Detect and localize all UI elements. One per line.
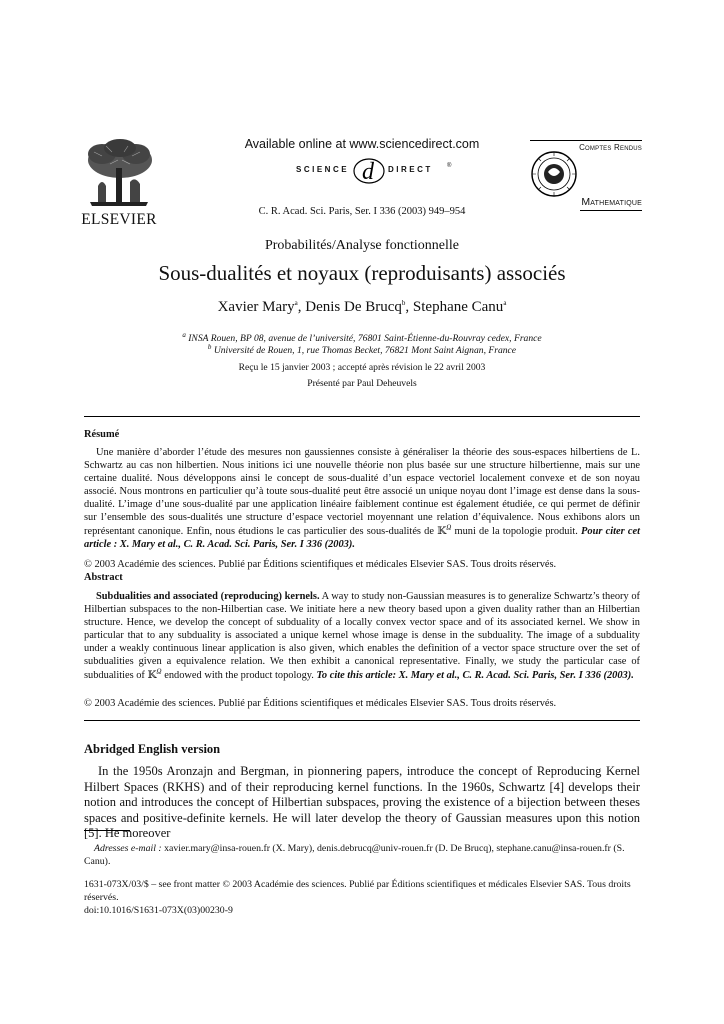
presented-by: Présenté par Paul Deheuvels xyxy=(307,378,417,389)
abstract-body: Subdualities and associated (reproducing) kernels. A way to study non-Gaussian measures is to generalize Schwartz’s theory of Hilbertian subspaces to the non-Hilbertian case. We initiate here a new theory based upon a given duality rather than an Hilbertian structure. Hence, we develop the concept of subduality of a locally convex vector space and of its associated kernel. We show in particular that to any subduality is associated a unique kernel whose image is dense in the subduality. The image of a subduality under a weakly continuous linear application is also given, which enables the definition of a vector space structure over the set of subdualities given a equivalence relation. We then exhibit a canonical representative. Finally, we study the particular case of subdualities of 𝕂$^\Omega$ endowed with the product topology. To cite this article: X. Mary et al., C. R. Acad. Sci. Paris, Ser. I 336 (2003). xyxy=(84,591,641,681)
academy-seal-icon xyxy=(530,150,578,198)
sd-logo-left: SCIENCE xyxy=(296,165,350,174)
received-date: Reçu le 15 janvier 2003 ; accepté après révision le 22 avril 2003 xyxy=(238,362,486,373)
email-footnote: Adresses e-mail : xavier.mary@insa-rouen.fr (X. Mary), denis.debrucq@univ-rouen.fr (D. De Brucq), stephane.canu@insa-rouen.fr (S. Canu). xyxy=(84,843,625,867)
resume-heading: Résumé xyxy=(84,429,120,440)
author-name: Xavier Mary xyxy=(217,299,295,315)
svg-text:d: d xyxy=(362,159,374,185)
author-affiliation-mark: a xyxy=(503,299,507,307)
available-online-text: Available online at www.sciencedirect.com xyxy=(244,137,480,151)
author-list: Xavier Mary$^a$, Denis De Brucq$^b$, Stephane Canu$^a$ xyxy=(217,299,507,315)
k-omega-symbol: 𝕂$^\Omega$ xyxy=(147,667,162,681)
comptes-rendus-logo xyxy=(530,140,642,212)
article-title: Sous-dualités et noyaux (reproduisants) associés xyxy=(158,261,566,285)
resume-citation: Pour citer cet article : X. Mary et al., C. R. Acad. Sci. Paris, Ser. I 336 (2003). xyxy=(84,525,640,550)
abstract-heading: Abstract xyxy=(84,572,123,583)
author-name: Denis De Brucq xyxy=(305,299,402,315)
abridged-body: In the 1950s Aronzajn and Bergman, in pionnering papers, introduce the concept of Reproducing Kernel Hilbert Spaces (RKHS) and of their reproducing kernel functions. In the 1960s, Schwartz [4] develops their notion and introduces the concept of Hilbertian subspaces, proving the existence of a bijection between theses spaces and positive-definite kernels. He will later develop the theory of Gaussian measures upon this notion [5]. He moreover xyxy=(84,764,640,840)
divider xyxy=(84,720,640,721)
abridged-heading: Abridged English version xyxy=(84,742,221,756)
footnote-rule xyxy=(84,830,130,831)
sciencedirect-logo xyxy=(290,156,460,186)
resume-body: Une manière d’aborder l’étude des mesures non gaussiennes consiste à généraliser la théorie des sous-espaces hilbertiens de L. Schwartz au cas non hilbertien. Nous initions ici une nouvelle théorie non plus basée sur une structure hilbertienne, mais sur une certaine dualité. Nous développons ainsi le concept de sous-dualité d’un espace vectoriel localement convexe et de son noyau associé. Nous montrons en particulier qu’à toute sous-dualité peut être associé un unique noyau dont l’image est dense dans la sous-dualité. L’image d’une sous-dualité par une application linéaire faiblement continue est également étudiée, ce qui permet de définir sur l’ensemble des sous-dualités une structure d’espace vectoriel moyennant une relation d’équivalence. Nous exhibons alors un représentant canonique. Enfin, nous étudions le cas particulier des sous-dualités de 𝕂$^\Omega$ muni de la topologie produit. Pour citer cet article : X. Mary et al., C. R. Acad. Sci. Paris, Ser. I 336 (2003). xyxy=(84,447,640,550)
abstract-lead-title: Subdualities and associated (reproducing) kernels. xyxy=(96,591,320,602)
abstract-citation: To cite this article: X. Mary et al., C. R. Acad. Sci. Paris, Ser. I 336 (2003). xyxy=(316,669,634,681)
sd-d-icon xyxy=(352,156,386,186)
journal-reference: C. R. Acad. Sci. Paris, Ser. I 336 (2003) 949–954 xyxy=(258,206,466,217)
k-omega-symbol: 𝕂$^\Omega$ xyxy=(437,523,452,537)
section-label: Probabilités/Analyse fonctionnelle xyxy=(264,238,459,253)
author-name: Stephane Canu xyxy=(412,299,504,315)
cr-logo-top: Comptes Rendus xyxy=(579,143,642,152)
abstract-copyright: © 2003 Académie des sciences. Publié par Éditions scientifiques et médicales Elsevier SAS. Tous droits réservés. xyxy=(84,698,557,709)
affiliation-b: $^b$ Université de Rouen, 1, rue Thomas Becket, 76821 Mont Saint Aignan, France xyxy=(207,342,517,356)
divider xyxy=(84,416,640,417)
cr-logo-bottom: Mathematique xyxy=(581,196,642,208)
sd-trademark: ® xyxy=(447,163,452,169)
sd-logo-right: DIRECT xyxy=(388,165,433,174)
author-affiliation-mark: b xyxy=(401,299,406,307)
resume-copyright: © 2003 Académie des sciences. Publié par Éditions scientifiques et médicales Elsevier SAS. Tous droits réservés. xyxy=(84,559,557,570)
doi-line: doi:10.1016/S1631-073X(03)00230-9 xyxy=(84,905,233,916)
affiliation-a: $^a$ INSA Rouen, BP 08, avenue de l’université, 76801 Saint-Étienne-du-Rouvray cedex, France xyxy=(182,330,542,344)
issn-line: 1631-073X/03/$ – see front matter © 2003 Académie des sciences. Publié par Éditions scientifiques et médicales Elsevier SAS. Tous droits réservés. xyxy=(84,879,631,903)
publisher-name: ELSEVIER xyxy=(81,211,157,228)
author-affiliation-mark: a xyxy=(294,299,298,307)
